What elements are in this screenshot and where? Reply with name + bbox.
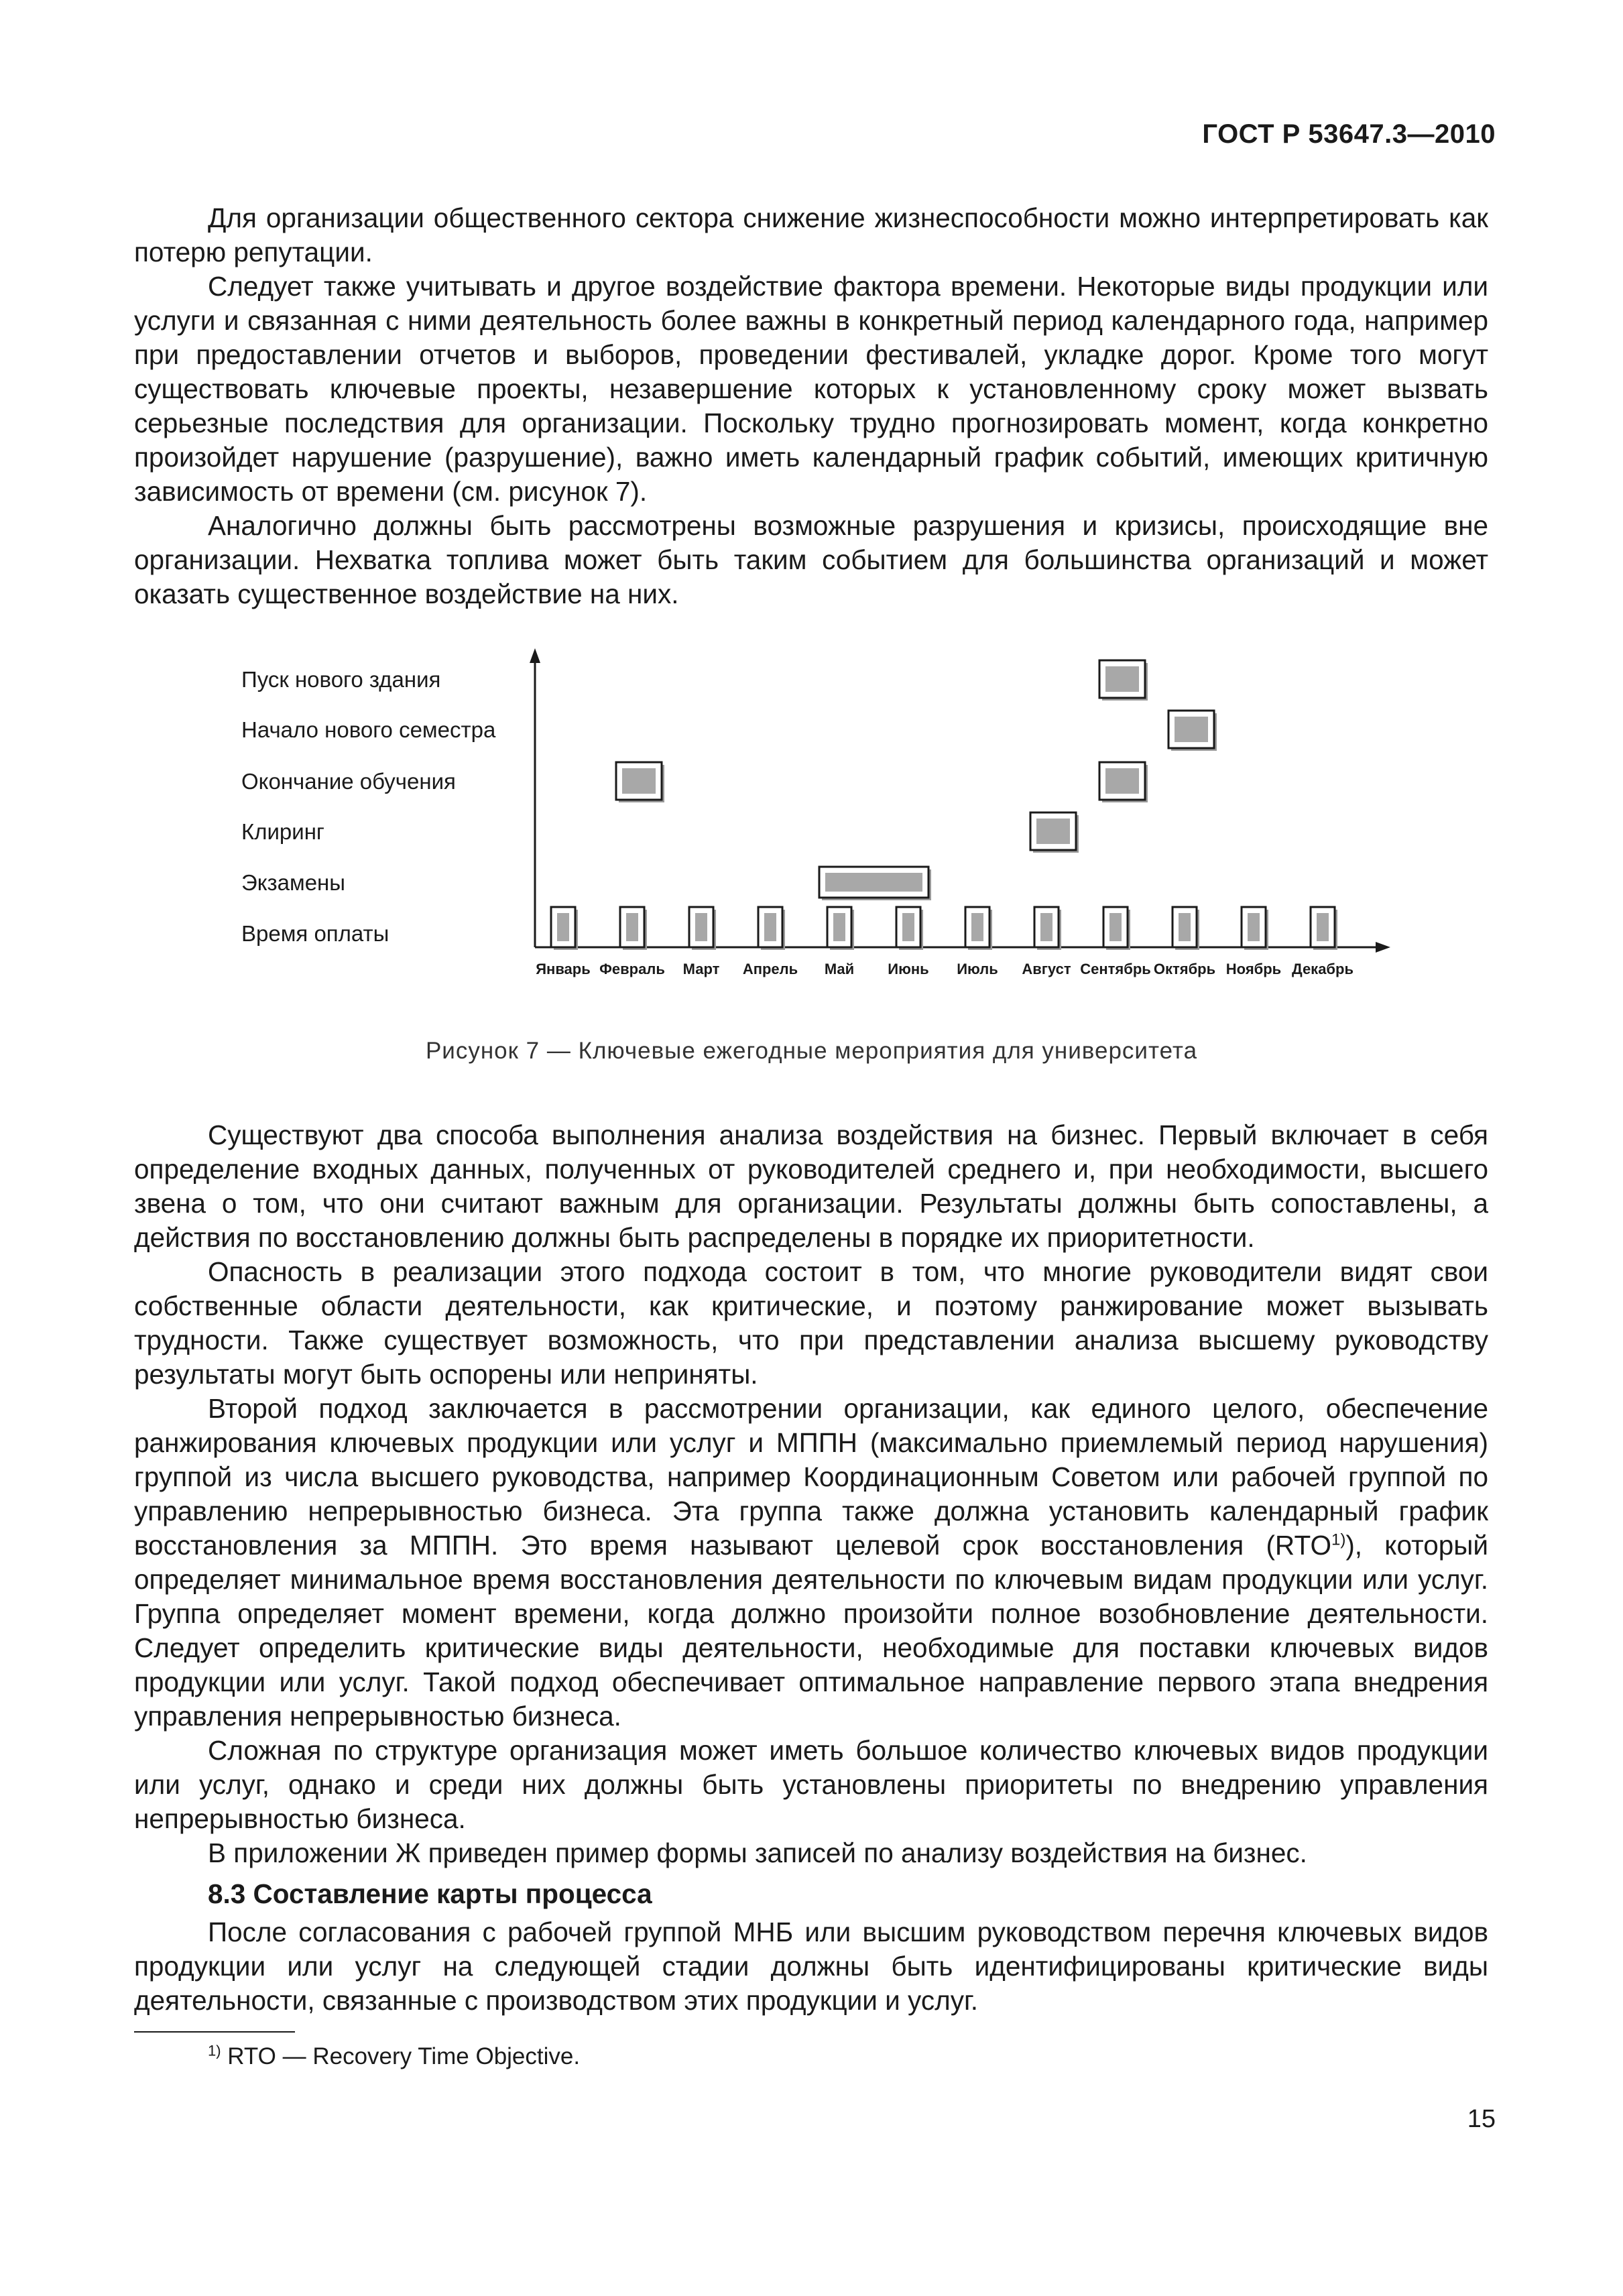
event-marker xyxy=(1311,907,1337,950)
paragraph-part: ), который определяет минимальное время восстановления деятельности по ключевым видам продукции или услуг. Группа определяет момент времени, когда должно произойти полное возобновление деятельности. Следует определить критические виды деятельности, необходимые для поставки ключевых видов продукции или услуг. Такой подход обеспечивает оптимальное направление первого этапа внедрения управления непрерывностью бизнеса. xyxy=(134,1530,1488,1732)
event-marker xyxy=(620,907,647,950)
month-label: Февраль xyxy=(599,961,665,977)
category-label: Начало нового семестра xyxy=(241,717,496,742)
paragraph: Сложная по структуре организация может иметь большое количество ключевых видов продукции или услуг, однако и среди них должны быть установлены приоритеты по внедрению управления непрерывностью бизнеса. xyxy=(134,1735,1488,1834)
event-marker xyxy=(616,762,664,802)
footnote-divider xyxy=(134,2031,295,2033)
paragraph: Опасность в реализации этого подхода состоит в том, что многие руководители видят свои собственные области деятельности, как критические, и поэтому ранжирование может вызывать трудности. Также существует возможность, что при представлении анализа высшему руководству результаты могут быть оспорены или неприняты. xyxy=(134,1256,1488,1390)
category-label: Окончание обучения xyxy=(241,769,456,794)
event-marker xyxy=(1034,907,1061,950)
month-label: Август xyxy=(1022,961,1071,977)
figure-7-chart xyxy=(221,640,1401,1002)
month-label: Апрель xyxy=(742,961,798,977)
paragraph: После согласования с рабочей группой МНБ или высшим руководством перечня ключевых видов продукции или услуг на следующей стадии должны быть идентифицированы критические виды деятельности, связанные с производством этих продукции и услуг. xyxy=(134,1917,1488,2016)
month-label: Июль xyxy=(957,961,998,977)
section-heading: 8.3 Составление карты процесса xyxy=(208,1878,652,1909)
month-label: Ноябрь xyxy=(1225,961,1282,977)
month-label: Январь xyxy=(536,961,591,977)
event-marker xyxy=(965,907,992,950)
event-marker xyxy=(1099,660,1148,701)
category-label: Пуск нового здания xyxy=(241,667,441,692)
event-marker xyxy=(1242,907,1268,950)
page-number: 15 xyxy=(1467,2105,1496,2133)
paragraph: Аналогично должны быть рассмотрены возможные разрушения и кризисы, происходящие вне организации. Нехватка топлива может быть таким событием для большинства организаций и может оказать существенное воздействие на них. xyxy=(134,510,1488,609)
paragraph: Для организации общественного сектора снижение жизнеспособности можно интерпретировать как потерю репутации. xyxy=(134,202,1488,267)
paragraph: Существуют два способа выполнения анализа воздействия на бизнес. Первый включает в себя определение входных данных, полученных от руководителей среднего и, при необходимости, высшего звена о том, что они считают важным для организации. Результаты должны быть сопоставлены, а действия по восстановлению должны быть распределены в порядке их приоритетности. xyxy=(134,1120,1488,1253)
x-axis-arrow xyxy=(1376,942,1390,953)
month-label: Март xyxy=(682,961,720,977)
paragraph: Следует также учитывать и другое воздействие фактора времени. Некоторые виды продукции или услуги и связанная с ними деятельность более важны в конкретный период календарного года, например при предоставлении отчетов и выборов, проведении фестивалей, укладке дорог. Кроме того могут существовать ключевые проекты, незавершение которых к установленному сроку может вызвать серьезные последствия для организации. Поскольку трудно прогнозировать момент, когда конкретно произойдет нарушение (разрушение), важно иметь календарный график событий, имеющих критичную зависимость от времени (см. рисунок 7). xyxy=(134,271,1488,507)
text-block-bottom xyxy=(134,1118,1488,2018)
event-marker xyxy=(689,907,716,950)
paragraph: В приложении Ж приведен пример формы записей по анализу воздействия на бизнес. xyxy=(208,1837,1307,1868)
event-marker xyxy=(758,907,785,950)
month-label: Октябрь xyxy=(1153,961,1216,977)
event-marker xyxy=(819,867,931,900)
footnote-marker: 1) xyxy=(208,2042,221,2059)
figure-caption: Рисунок 7 — Ключевые ежегодные мероприятия для университета xyxy=(425,1038,1198,1064)
category-label: Экзамены xyxy=(241,870,345,895)
event-marker xyxy=(551,907,578,950)
paragraph xyxy=(134,1392,1488,1734)
month-label: Сентябрь xyxy=(1080,961,1151,977)
category-label: Клиринг xyxy=(241,819,324,844)
month-label: Июнь xyxy=(888,961,929,977)
footnote-text: RTO — Recovery Time Objective. xyxy=(221,2043,581,2069)
event-marker xyxy=(896,907,923,950)
event-marker xyxy=(1173,907,1199,950)
event-marker xyxy=(1099,762,1148,802)
footnote-ref: 1) xyxy=(1331,1530,1346,1549)
text-block-top xyxy=(134,201,1488,611)
event-marker xyxy=(1168,711,1217,751)
month-label: Май xyxy=(824,961,855,977)
event-marker xyxy=(1103,907,1130,950)
month-label: Декабрь xyxy=(1292,961,1354,977)
y-axis-arrow xyxy=(530,648,540,663)
document-header: ГОСТ Р 53647.3—2010 xyxy=(1202,119,1496,149)
calendar-chart-svg xyxy=(221,640,1401,1002)
event-marker xyxy=(827,907,854,950)
event-marker xyxy=(1030,812,1079,853)
category-label: Время оплаты xyxy=(241,921,389,946)
paragraph-part: Второй подход заключается в рассмотрении организации, как единого целого, обеспечение ранжирования ключевых продукции или услуг и МППН (максимально приемлемый период нарушения) группой из числа высшего руководства, например Координационным Советом или рабочей группой по управлению непрерывностью бизнеса. Эта группа также должна установить календарный график восстановления за МППН. Это время называют целевой срок восстановления (RTO xyxy=(134,1393,1488,1561)
footnote xyxy=(208,2043,580,2070)
